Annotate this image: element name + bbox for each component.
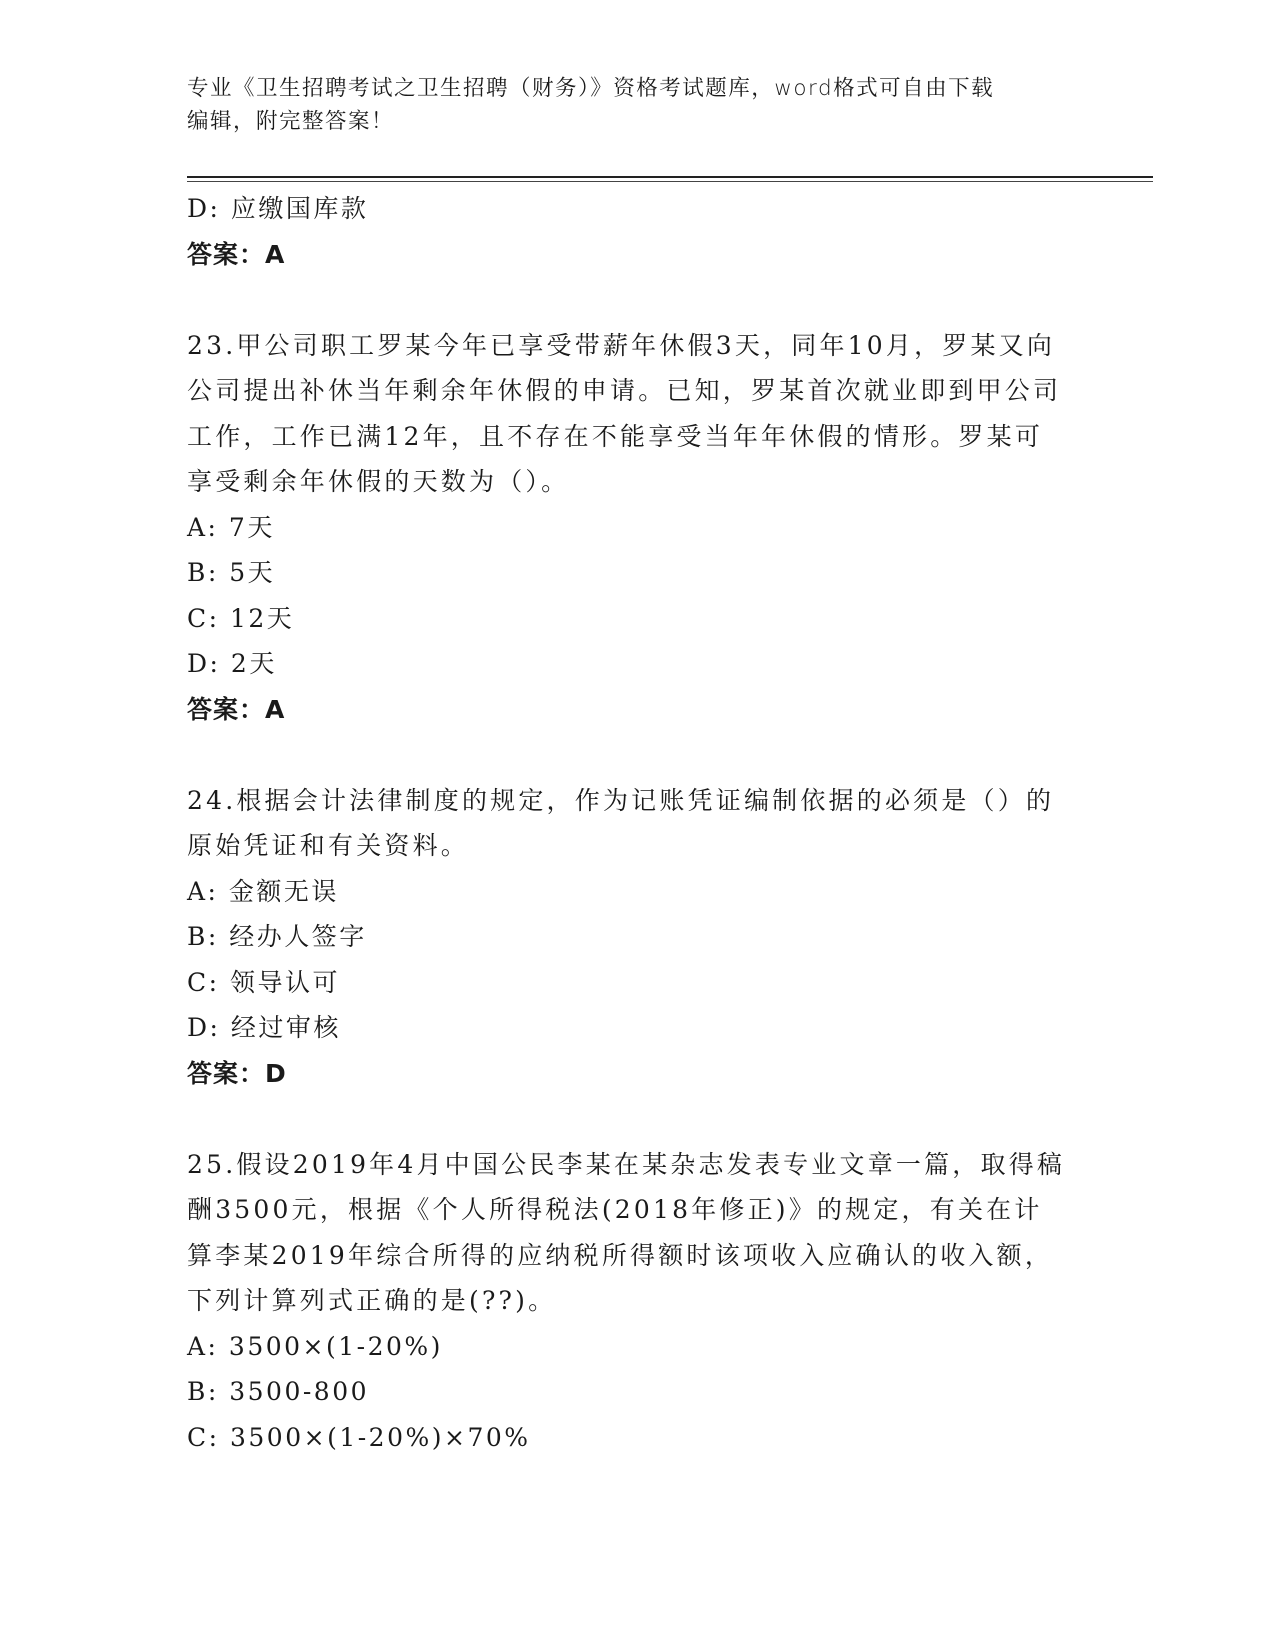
- question-stem: 23.甲公司职工罗某今年已享受带薪年休假3天，同年10月，罗某又向公司提出补休当年剩余年休假的申请。已知，罗某首次就业即到甲公司工作，工作已满12年，且不存在不能享受当年年休假的情形。罗某可享受剩余年休假的天数为（）。: [187, 330, 1062, 496]
- prev-option-d: D: 应缴国库款: [187, 194, 369, 223]
- question-stem: 25.假设2019年4月中国公民李某在某杂志发表专业文章一篇，取得稿酬3500元，根据《个人所得税法(2018年修正)》的规定，有关在计算李某2019年综合所得的应纳税所得额时该项收入应确认的收入额，下列计算列式正确的是(??)。: [187, 1149, 1066, 1315]
- document-body: [187, 186, 1087, 1460]
- question-stem: 24.根据会计法律制度的规定，作为记账凭证编制依据的必须是（）的原始凭证和有关资料。: [187, 785, 1055, 860]
- header-rule-thick: [187, 176, 1153, 178]
- option-d: D: 2天: [187, 649, 277, 678]
- spacer: [187, 277, 1087, 323]
- option-c: C: 12天: [187, 603, 295, 633]
- option-c: C: 领导认可: [187, 967, 340, 997]
- spacer: [187, 732, 1087, 778]
- question-25: [187, 1142, 1087, 1461]
- option-b: B: 3500-800: [187, 1377, 370, 1406]
- header-line-1: 专业《卫生招聘考试之卫生招聘（财务）》资格考试题库，word格式可自由下载: [187, 76, 995, 101]
- option-c: C: 3500×(1-20%)×70%: [187, 1422, 531, 1452]
- prev-answer: 答案：A: [187, 239, 286, 269]
- answer: 答案：D: [187, 1058, 287, 1088]
- header-rule-thin: [187, 181, 1153, 182]
- option-a: A: 3500×(1-20%): [187, 1331, 443, 1361]
- answer: 答案：A: [187, 694, 286, 724]
- option-a: A: 金额无误: [187, 876, 339, 906]
- option-a: A: 7天: [187, 512, 275, 542]
- spacer: [187, 1096, 1087, 1142]
- question-23: [187, 323, 1087, 733]
- option-d: D: 经过审核: [187, 1013, 341, 1042]
- option-b: B: 5天: [187, 558, 276, 587]
- question-24: [187, 778, 1087, 1097]
- option-b: B: 经办人签字: [187, 922, 367, 951]
- header-line-2: 编辑，附完整答案！: [187, 109, 395, 134]
- page-header: [187, 72, 1087, 138]
